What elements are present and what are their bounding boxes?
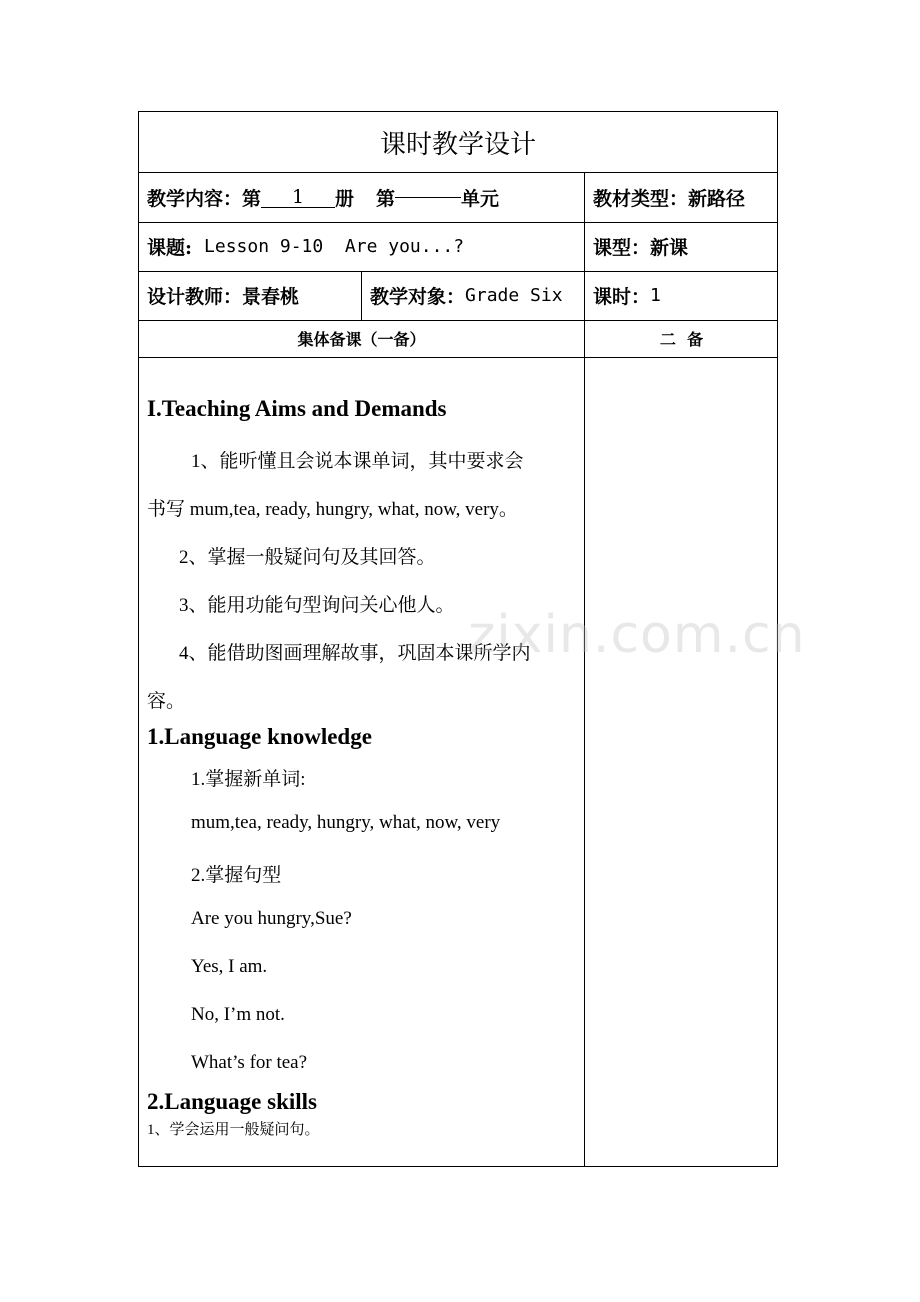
topic-cell	[139, 222, 584, 271]
aim-1-line-2: 书写 mum,tea, ready, hungry, what, now, very。	[147, 499, 518, 520]
material-type: 教材类型：新路径	[593, 187, 746, 210]
designer-teacher: 设计教师：景春桃	[147, 286, 300, 308]
topic-label: 课题:	[147, 237, 193, 259]
sentence-1: Are you hungry,Sue?	[191, 908, 352, 929]
skill-1: 1、学会运用一般疑问句。	[147, 1122, 320, 1138]
unit-prefix: 第	[376, 187, 396, 210]
sentence-2: Yes, I am.	[191, 956, 268, 977]
document-title: 课时教学设计	[379, 129, 536, 160]
period-value: 1	[650, 285, 661, 306]
unit-number-blank	[395, 197, 461, 198]
teaching-target-cell	[362, 271, 584, 320]
knowledge-sentences-label: 2.掌握句型	[191, 865, 282, 886]
target-label: 教学对象：	[370, 286, 466, 308]
volume-number: 1	[261, 187, 335, 208]
unit-label: 单元	[461, 187, 500, 210]
row-divider	[139, 357, 777, 358]
collective-prep-header: 集体备课（一备）	[297, 330, 426, 349]
aim-1-line-1: 1、能听懂且会说本课单词，其中要求会	[191, 451, 524, 472]
sentence-3: No, I’m not.	[191, 1004, 285, 1025]
lesson-type: 课型：新课	[593, 237, 689, 259]
content-label: 教学内容：第	[147, 187, 262, 210]
period-cell	[585, 271, 778, 320]
aim-3: 3、能用功能句型询问关心他人。	[179, 595, 455, 616]
period-label: 课时：	[593, 286, 651, 308]
watermark: zixin.com.cn	[468, 605, 806, 665]
aim-4-line-1: 4、能借助图画理解故事，巩固本课所学内	[179, 643, 531, 664]
volume-label: 册	[335, 187, 355, 210]
sentence-4: What’s for tea?	[191, 1052, 308, 1073]
heading-language-knowledge: 1.Language knowledge	[147, 724, 372, 749]
knowledge-words: mum,tea, ready, hungry, what, now, very	[191, 812, 501, 833]
aim-4-line-2: 容。	[147, 691, 186, 712]
second-prep-header: 二 备	[659, 330, 704, 349]
heading-teaching-aims: I.Teaching Aims and Demands	[147, 396, 447, 421]
topic-value: Lesson 9-10 Are you...?	[204, 236, 465, 257]
target-value: Grade Six	[465, 285, 563, 306]
heading-language-skills: 2.Language skills	[147, 1089, 317, 1114]
knowledge-words-label: 1.掌握新单词:	[191, 769, 306, 790]
aim-2: 2、掌握一般疑问句及其回答。	[179, 547, 436, 568]
teaching-content-cell	[139, 172, 584, 222]
